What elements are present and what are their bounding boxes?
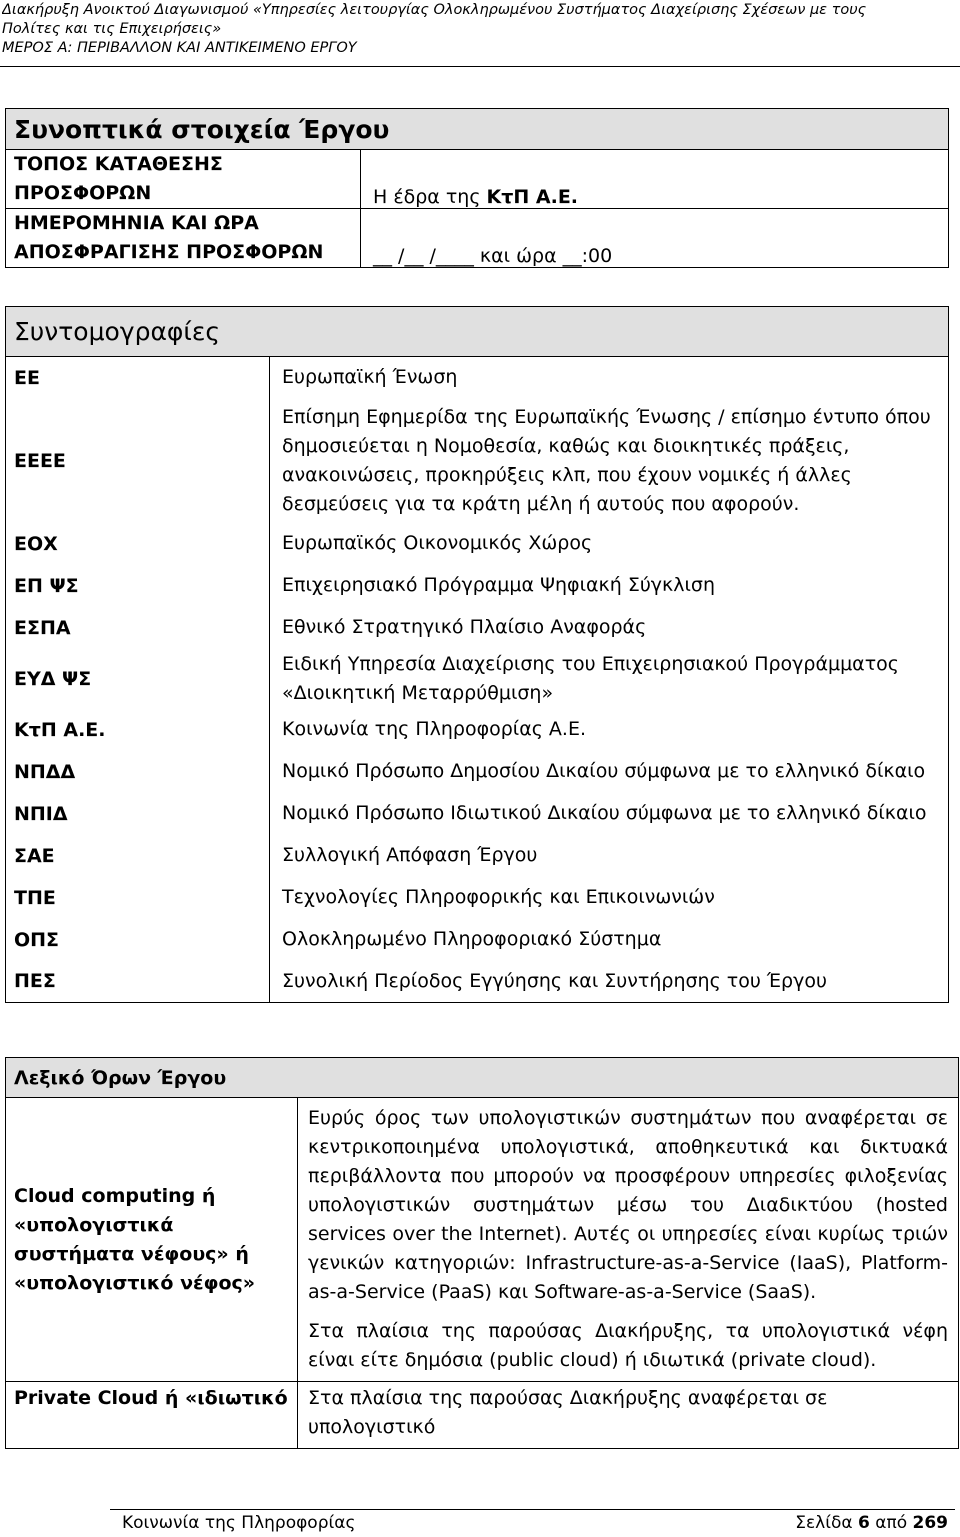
abbr: ΝΠΙΔ: [6, 793, 270, 835]
definition-paragraph: Στα πλαίσια της παρούσας Διακήρυξης αναφέρεται σε υπολογιστικό: [308, 1387, 828, 1438]
header-line-1: Διακήρυξη Ανοικτού Διαγωνισμού «Υπηρεσίες λειτουργίας Ολοκληρωμένου Συστήματος Διαχείρισης Σχέσεων με τους: [2, 2, 867, 18]
page-number: Σελίδα 6 από 269: [795, 1513, 948, 1533]
abbr-definition: Ευρωπαϊκή Ένωση: [270, 357, 949, 399]
glossary-definition: [298, 1382, 959, 1449]
abbr: ΝΠΔΔ: [6, 751, 270, 793]
glossary-title: Λεξικό Όρων Έργου: [6, 1058, 959, 1098]
definition-paragraph: Στα πλαίσια της παρούσας Διακήρυξης, τα υπολογιστικά νέφη είναι είτε δημόσια (public cloud) ή ιδιωτικά (private cloud).: [308, 1320, 948, 1371]
date-value: __ /__ /____ και ώρα __:00: [361, 209, 949, 268]
abbr: ΕΕΕΕ: [6, 399, 270, 523]
abbr: ΕΟΧ: [6, 523, 270, 565]
abbr-definition: Επίσημη Εφημερίδα της Ευρωπαϊκής Ένωσης / επίσημο έντυπο όπου δημοσιεύεται η Νομοθεσία, καθώς και διοικητικές πράξεις, ανακοινώσεις, προκηρύξεις κλπ, που έχουν νομικές ή άλλες δεσμεύσεις για τα κράτη μέλη ή αυτούς που αφορούν.: [270, 399, 949, 523]
project-summary-table: [5, 108, 949, 268]
definition-paragraph: Ευρύς όρος των υπολογιστικών συστημάτων που αναφέρεται σε κεντρικοποιημένα υπολογιστικά, αποθηκευτικά και δικτυακά περιβάλλοντα που μπορούν να προσφέρουν υπηρεσίες φιλοξενίας υπολογιστικών συστημάτων μέσω του Διαδικτύου (hosted services over the Internet). Αυτές οι υπηρεσίες είναι κυρίως τριών γενικών κατηγοριών: Infrastructure-as-a-Service (IaaS), Platform-as-a-Service (PaaS) και Software-as-a-Service (SaaS).: [308, 1107, 948, 1303]
abbr-definition: Εθνικό Στρατηγικό Πλαίσιο Αναφοράς: [270, 607, 949, 649]
page-header: [0, 0, 960, 58]
abbr: ΤΠΕ: [6, 877, 270, 919]
abbr-definition: Νομικό Πρόσωπο Δημοσίου Δικαίου σύμφωνα με το ελληνικό δίκαιο: [270, 751, 949, 793]
place-label: ΤΟΠΟΣ ΚΑΤΑΘΕΣΗΣ ΠΡΟΣΦΟΡΩΝ: [6, 150, 361, 209]
abbr-definition: Νομικό Πρόσωπο Ιδιωτικού Δικαίου σύμφωνα με το ελληνικό δίκαιο: [270, 793, 949, 835]
header-line-3: ΜΕΡΟΣ Α: ΠΕΡΙΒΑΛΛΟΝ ΚΑΙ ΑΝΤΙΚΕΙΜΕΝΟ ΕΡΓΟΥ: [2, 40, 357, 56]
abbr-definition: Επιχειρησιακό Πρόγραμμα Ψηφιακή Σύγκλιση: [270, 565, 949, 607]
abbr-definition: Τεχνολογίες Πληροφορικής και Επικοινωνιών: [270, 877, 949, 919]
abbr: ΕΥΔ ΨΣ: [6, 649, 270, 709]
abbr-definition: Ειδική Υπηρεσία Διαχείρισης του Επιχειρησιακού Προγράμματος «Διοικητική Μεταρρύθμιση»: [270, 649, 949, 709]
date-label: ΗΜΕΡΟΜΗΝΙΑ ΚΑΙ ΩΡΑ ΑΠΟΣΦΡΑΓΙΣΗΣ ΠΡΟΣΦΟΡΩΝ: [6, 209, 361, 268]
footer-organization: Κοινωνία της Πληροφορίας: [122, 1513, 356, 1533]
abbr: ΣΑΕ: [6, 835, 270, 877]
abbreviations-title: Συντομογραφίες: [6, 307, 949, 357]
abbr-definition: Κοινωνία της Πληροφορίας Α.Ε.: [270, 709, 949, 751]
abbr-definition: Ολοκληρωμένο Πληροφοριακό Σύστημα: [270, 919, 949, 961]
abbr: ΕΣΠΑ: [6, 607, 270, 649]
glossary-term: Cloud computing ή «υπολογιστικά συστήματα νέφους» ή «υπολογιστικό νέφος»: [6, 1098, 298, 1382]
glossary-term: Private Cloud ή «ιδιωτικό: [6, 1382, 298, 1449]
abbr-definition: Συνολική Περίοδος Εγγύησης και Συντήρησης του Έργου: [270, 961, 949, 1003]
header-line-2: Πολίτες και τις Επιχειρήσεις»: [2, 21, 222, 37]
glossary-table: [5, 1057, 959, 1449]
abbr: ΟΠΣ: [6, 919, 270, 961]
summary-title: Συνοπτικά στοιχεία Έργου: [6, 109, 949, 150]
footer-divider: [110, 1509, 955, 1510]
abbr-definition: Ευρωπαϊκός Οικονομικός Χώρος: [270, 523, 949, 565]
abbreviations-table: [5, 306, 949, 1003]
abbr: ΕΠ ΨΣ: [6, 565, 270, 607]
place-value: Η έδρα της ΚτΠ Α.Ε.: [361, 150, 949, 209]
abbr: ΕΕ: [6, 357, 270, 399]
abbr-definition: Συλλογική Απόφαση Έργου: [270, 835, 949, 877]
header-divider: [0, 66, 960, 67]
abbr: ΚτΠ Α.Ε.: [6, 709, 270, 751]
abbr: ΠΕΣ: [6, 961, 270, 1003]
glossary-definition: [298, 1098, 959, 1382]
